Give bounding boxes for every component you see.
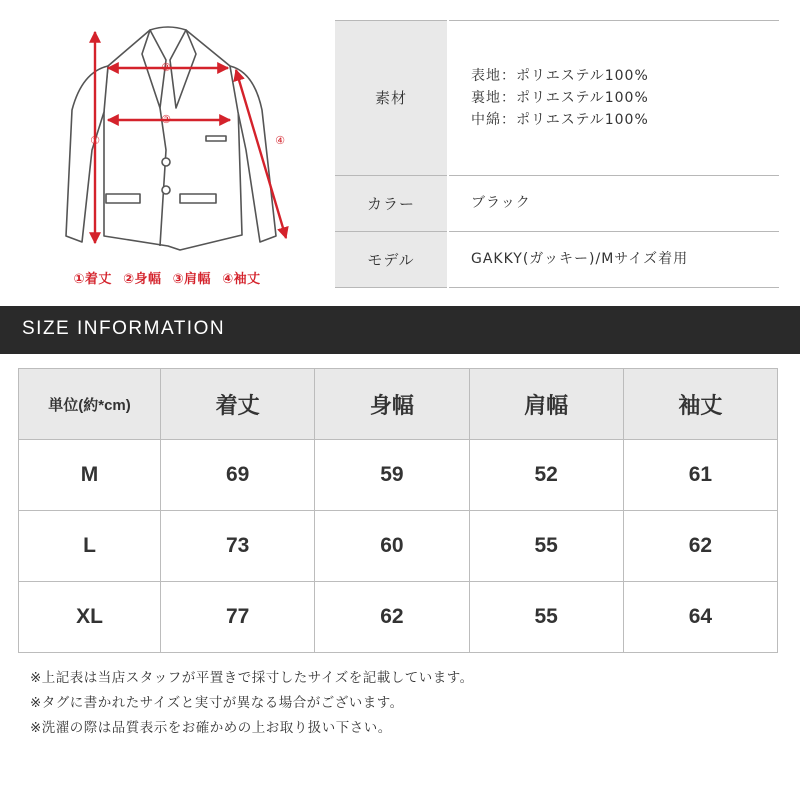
size-table: [18, 368, 778, 653]
legend-length: ①着丈: [73, 272, 112, 287]
size-information-title: SIZE INFORMATION: [22, 318, 226, 339]
spec-row-material: [335, 21, 779, 176]
marker-2: ②: [161, 113, 171, 126]
value-cell: 52: [469, 440, 623, 511]
note-tag-size: ※タグに書かれたサイズと実寸が異なる場合がございます。: [30, 695, 404, 711]
table-row: [19, 440, 778, 511]
jacket-diagram: [0, 0, 320, 300]
size-cell: M: [19, 440, 161, 511]
value-cell: 73: [161, 511, 315, 582]
legend-width: ②身幅: [122, 272, 162, 287]
size-cell: L: [19, 511, 161, 582]
table-row: [19, 582, 778, 653]
marker-1: ①: [90, 134, 100, 147]
value-cell: 55: [469, 582, 623, 653]
value-cell: 64: [623, 582, 777, 653]
note-washing: ※洗濯の際は品質表示をお確かめの上お取り扱い下さい。: [30, 720, 392, 736]
header-shoulder: 肩幅: [469, 369, 623, 440]
value-cell: 77: [161, 582, 315, 653]
value-cell: 61: [623, 440, 777, 511]
spec-table: [335, 20, 779, 288]
note-measurement: ※上記表は当店スタッフが平置きで採寸したサイズを記載しています。: [30, 670, 474, 686]
diagram-legend: [22, 268, 312, 287]
notes: [30, 666, 474, 741]
size-table-header: [19, 369, 778, 440]
value-cell: 55: [469, 511, 623, 582]
legend-sleeve: ④袖丈: [222, 272, 261, 287]
spec-value-material: [448, 21, 779, 176]
spec-value-color: ブラック: [448, 175, 779, 231]
spec-value-model: GAKKY(ガッキー)/Mサイズ着用: [448, 231, 779, 287]
marker-4: ④: [275, 134, 285, 147]
material-padding: 中綿：ポリエステル100%: [471, 111, 649, 128]
header-sleeve: 袖丈: [623, 369, 777, 440]
spec-label-material: 素材: [335, 21, 448, 176]
value-cell: 69: [161, 440, 315, 511]
value-cell: 62: [623, 511, 777, 582]
spec-row-color: [335, 175, 779, 231]
table-row: [19, 511, 778, 582]
size-information-bar: [0, 306, 800, 354]
marker-3: ③: [161, 61, 171, 74]
value-cell: 60: [315, 511, 469, 582]
value-cell: 62: [315, 582, 469, 653]
spec-label-model: モデル: [335, 231, 448, 287]
material-outer: 表地：ポリエステル100%: [471, 67, 649, 84]
spec-label-color: カラー: [335, 175, 448, 231]
legend-shoulder: ③肩幅: [172, 272, 212, 287]
header-width: 身幅: [315, 369, 469, 440]
material-lining: 裏地：ポリエステル100%: [471, 89, 649, 106]
value-cell: 59: [315, 440, 469, 511]
header-unit: 単位(約*cm): [19, 369, 161, 440]
spec-row-model: [335, 231, 779, 287]
size-cell: XL: [19, 582, 161, 653]
header-length: 着丈: [161, 369, 315, 440]
